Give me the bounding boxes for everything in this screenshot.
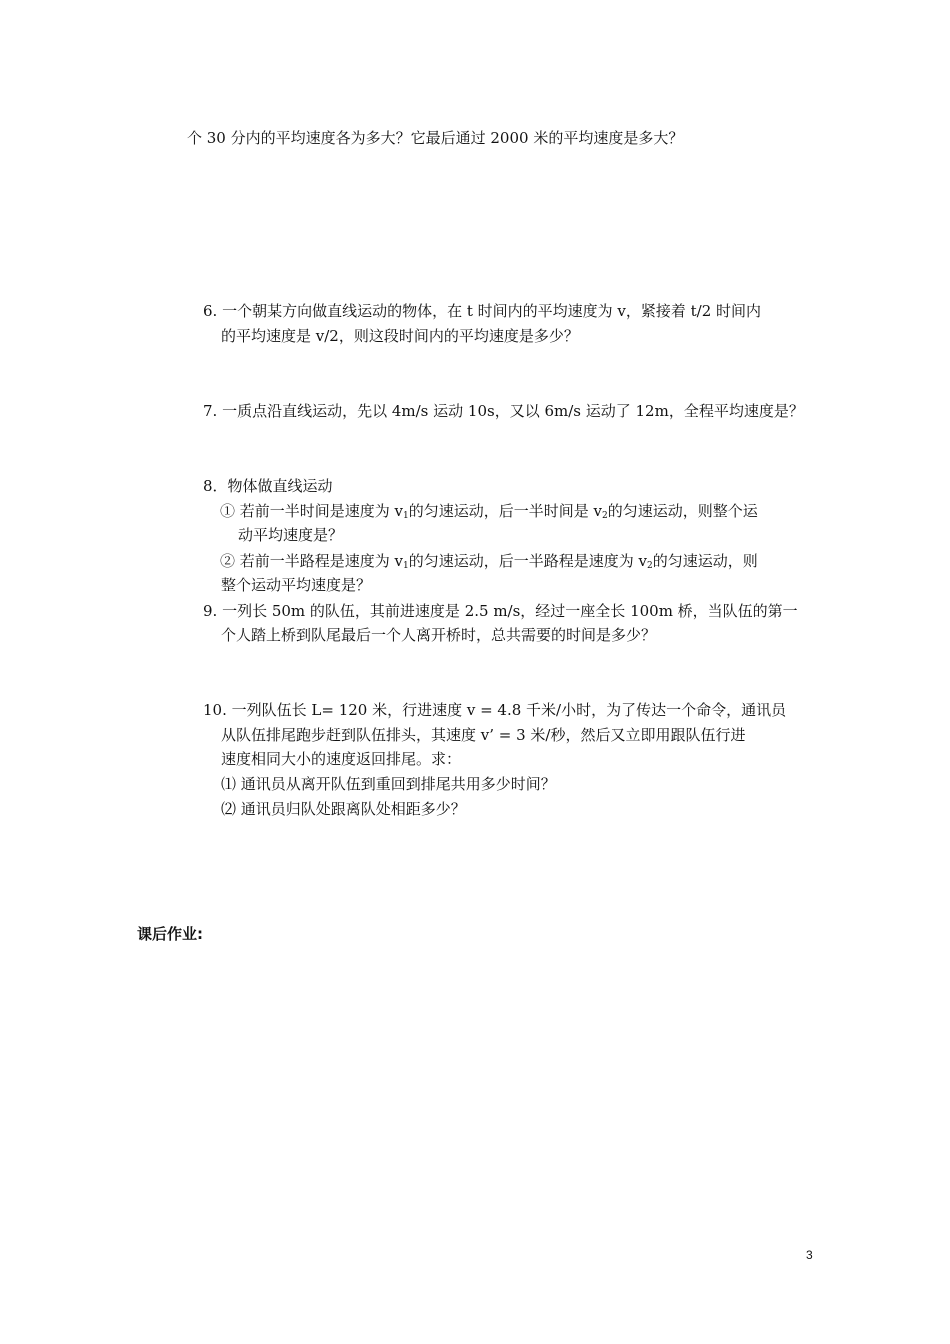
q8-part2-text-a: ② 若前一半路程是速度为 v	[220, 552, 404, 570]
q8-part2-text-b: 的匀速运动，后一半路程是速度为 v	[408, 552, 647, 570]
q7-line1: 7. 一质点沿直线运动，先以 4m/s 运动 10s，又以 6m/s 运动了 12m，全程平均速度是？	[203, 402, 804, 420]
q9-line2: 个人踏上桥到队尾最后一个人离开桥时，总共需要的时间是多少？	[221, 626, 657, 644]
q8-part2-line1	[220, 551, 758, 576]
subscript-2: 2	[647, 561, 653, 571]
q10-subquestion-1: ⑴ 通讯员从离开队伍到重回到排尾共用多少时间？	[221, 775, 556, 793]
subscript-1: 1	[403, 561, 409, 571]
page-number: 3	[806, 1248, 813, 1262]
q8-part1-text-c: 的匀速运动，则整个运	[607, 502, 758, 520]
q8-part1-line2: 动平均速度是？	[238, 526, 344, 544]
q10-line2: 从队伍排尾跑步赶到队伍排头，其速度 v’ = 3 米/秒，然后又立即用跟队伍行进	[221, 726, 746, 744]
q8-part1-line1	[220, 501, 758, 526]
q10-line1: 10. 一列队伍长 L= 120 米，行进速度 v = 4.8 千米/小时，为了传达一个命令，通讯员	[203, 701, 787, 719]
subscript-1: 1	[403, 511, 409, 521]
q8-part1-text-b: 的匀速运动，后一半时间是 v	[408, 502, 602, 520]
continuation-line: 个 30 分内的平均速度各为多大？它最后通过 2000 米的平均速度是多大？	[187, 129, 684, 147]
q8-line1: 8．物体做直线运动	[203, 477, 333, 495]
homework-heading: 课后作业:	[137, 925, 203, 943]
q8-part2-line2: 整个运动平均速度是？	[221, 576, 372, 594]
q10-line3: 速度相同大小的速度返回排尾。求：	[221, 750, 462, 768]
subscript-2: 2	[602, 511, 608, 521]
q10-subquestion-2: ⑵ 通讯员归队处跟离队处相距多少？	[221, 800, 466, 818]
q8-part2-text-c: 的匀速运动，则	[652, 552, 758, 570]
q9-line1: 9. 一列长 50m 的队伍，其前进速度是 2.5 m/s，经过一座全长 100m 桥，当队伍的第一	[203, 602, 798, 620]
q6-line1: 6. 一个朝某方向做直线运动的物体，在 t 时间内的平均速度为 v，紧接着 t/2 时间内	[203, 302, 762, 320]
q8-part1-text-a: ① 若前一半时间是速度为 v	[220, 502, 404, 520]
q6-line2: 的平均速度是 v/2，则这段时间内的平均速度是多少？	[221, 327, 579, 345]
